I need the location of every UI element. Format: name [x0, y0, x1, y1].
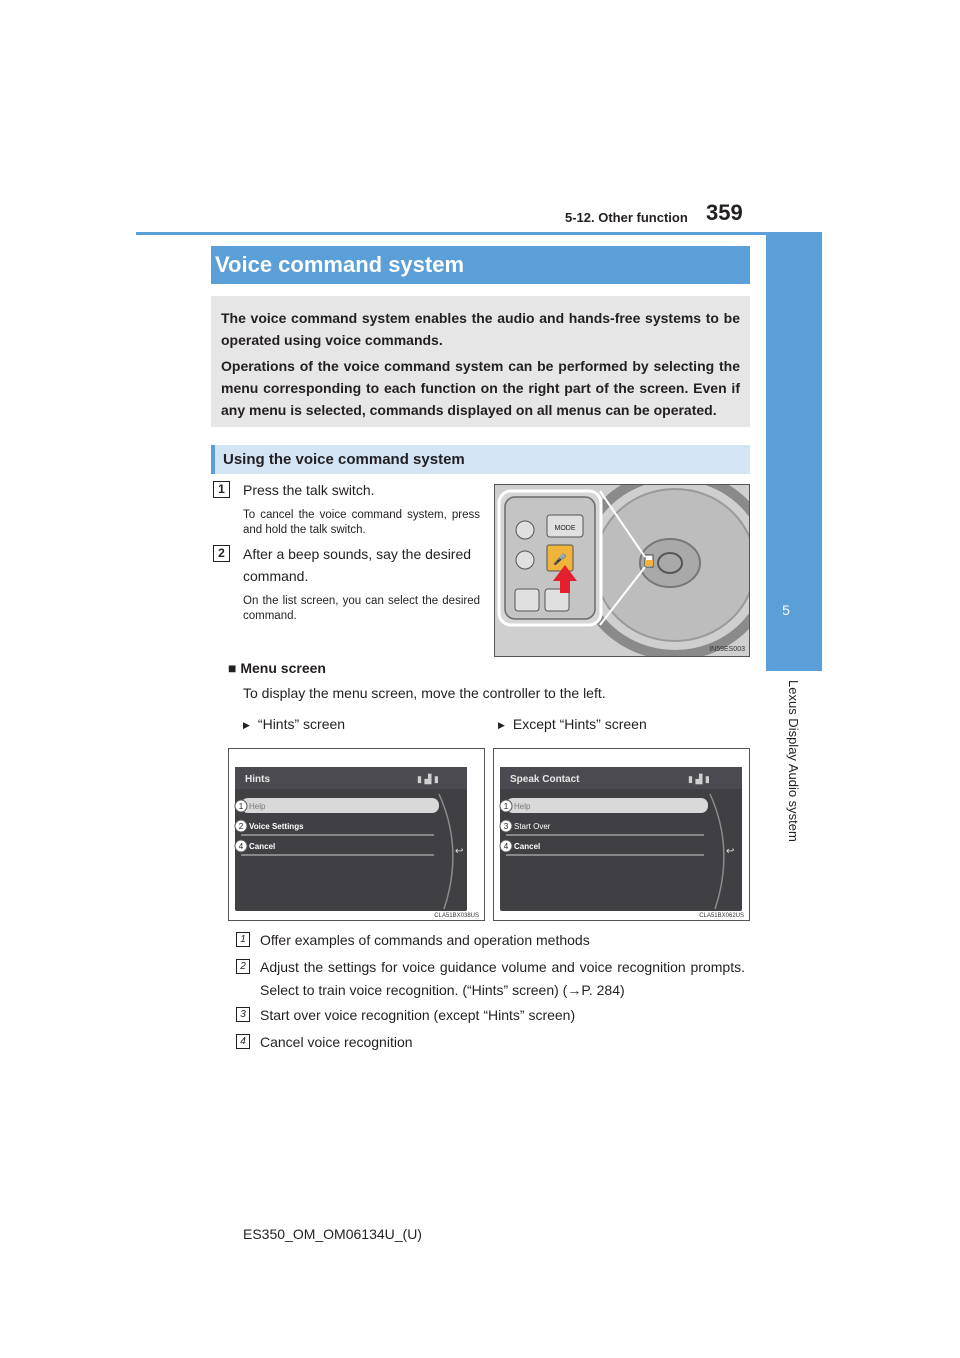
svg-text:2: 2: [238, 822, 244, 831]
screen-label-hints: ▶ “Hints” screen: [243, 716, 346, 732]
svg-text:4: 4: [238, 842, 244, 851]
page-title: Voice command system: [215, 252, 465, 277]
svg-text:CLA51BX062US: CLA51BX062US: [699, 913, 744, 919]
legend-number-3: 3: [236, 1007, 250, 1022]
mode-button-label: MODE: [554, 525, 576, 532]
legend-number-1: 1: [236, 932, 250, 947]
menu-description: To display the menu screen, move the controller to the left.: [243, 685, 606, 701]
svg-text:4: 4: [503, 842, 509, 851]
intro-paragraph: Operations of the voice command system can be performed by selecting the menu corresponding to each function on the right part of the screen. Even if any menu is selected, commands displayed on all menus can be operated.: [221, 358, 740, 418]
legend-text-1: Offer examples of commands and operation methods: [260, 932, 590, 948]
back-icon: ↩: [726, 846, 735, 857]
svg-text:1: 1: [238, 802, 244, 811]
hints-screen-title: Hints: [245, 774, 270, 785]
legend-text-3: Start over voice recognition (except “Hints” screen): [260, 1007, 576, 1023]
header-rule: [136, 232, 822, 235]
step-note-1: To cancel the voice command system, press and hold the talk switch.: [243, 509, 480, 536]
svg-text:▮ ▟ ▮: ▮ ▟ ▮: [417, 774, 439, 784]
step-number-2: 2: [213, 545, 230, 562]
page-title-bar: [211, 246, 750, 284]
hints-screen-illustration: [228, 748, 485, 921]
svg-text:▮ ▟ ▮: ▮ ▟ ▮: [688, 774, 710, 784]
speak-item-start-over: Start Over: [514, 822, 551, 831]
steering-wheel-illustration: [494, 484, 750, 657]
document-code: ES350_OM_OM06134U_(U): [243, 1226, 422, 1242]
intro-box: [211, 296, 750, 427]
section-title: 5-12. Other function: [565, 210, 688, 225]
intro-paragraph: The voice command system enables the audio and hands-free systems to be operated using voice commands.: [221, 310, 740, 348]
step-number-1: 1: [213, 481, 230, 498]
svg-text:🎤: 🎤: [553, 554, 567, 566]
legend-text-2: Adjust the settings for voice guidance volume and voice recognition prompts. Select to train voice recognition. (“Hints” screen) (→P. 284): [260, 959, 745, 998]
legend-number-2: 2: [236, 959, 250, 974]
speak-contact-screen-illustration: [493, 748, 750, 921]
legend-number-4: 4: [236, 1034, 250, 1049]
step-text-2: After a beep sounds, say the desired command.: [243, 546, 472, 584]
svg-text:3: 3: [503, 822, 509, 831]
back-icon: ↩: [455, 846, 464, 857]
hints-item-voice-settings: Voice Settings: [249, 822, 304, 831]
svg-text:1: 1: [503, 802, 509, 811]
screen-label-except-hints: ▶ Except “Hints” screen: [498, 716, 647, 732]
speak-item-help: Help: [514, 802, 531, 811]
chapter-title: Lexus Display Audio system: [786, 680, 801, 842]
step-note-2: On the list screen, you can select the desired command.: [243, 595, 480, 622]
hints-item-help: Help: [249, 802, 266, 811]
step-text-1: Press the talk switch.: [243, 482, 375, 498]
speak-contact-screen-title: Speak Contact: [510, 774, 580, 785]
speak-item-cancel: Cancel: [514, 842, 541, 851]
page-number: 359: [706, 200, 743, 225]
menu-heading: ■ Menu screen: [228, 660, 326, 676]
illustration-code: IN59ES003: [709, 646, 745, 653]
subsection-bar: [211, 445, 750, 474]
hints-item-cancel: Cancel: [249, 842, 276, 851]
chapter-number: 5: [782, 602, 790, 618]
svg-text:CLA51BX038US: CLA51BX038US: [434, 913, 479, 919]
subsection-title: Using the voice command system: [223, 451, 465, 468]
legend-text-4: Cancel voice recognition: [260, 1034, 413, 1050]
